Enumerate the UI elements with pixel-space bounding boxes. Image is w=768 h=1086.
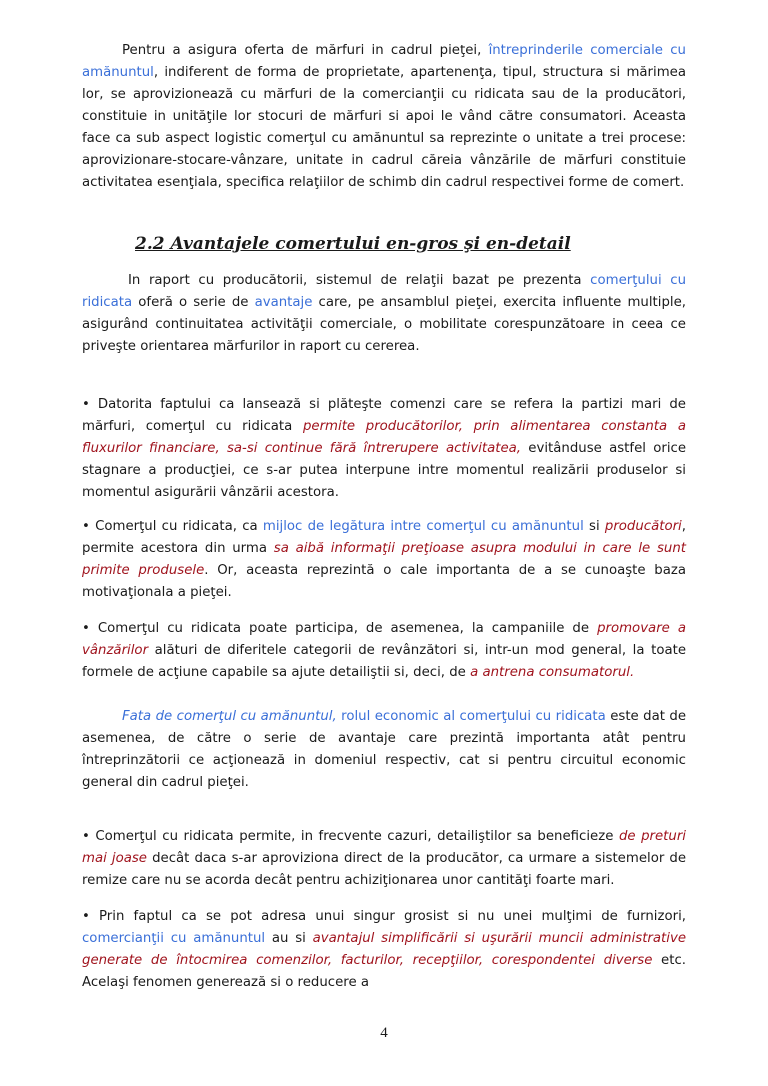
highlight-red: a antrena consumatorul.	[470, 665, 635, 680]
highlight-red: de preturi mai joase	[82, 829, 686, 866]
highlight-red: sa aibă informaţii preţioase asupra modului in care le sunt primite produsele	[82, 541, 686, 578]
highlight-red: permite producătorilor, prin alimentarea constanta a fluxurilor financiare, sa-si continue fără întrerupere activitatea,	[82, 419, 686, 456]
bullet-single-wholesaler	[82, 906, 686, 994]
text-segment: este dat de asemenea, de către o serie de avantaje care prezintă importanta atât pentru întreprinzătorii ce acţionează in domeniul respectiv, cat si pentru circuitul economic general din cadrul pieţei.	[82, 709, 686, 790]
text-segment: decât daca s-ar aproviziona direct de la producător, ca urmare a sistemelor de remize care nu se acorda decât pentru achiziţionarea unor cantităţi foarte mari.	[82, 851, 687, 888]
text-segment: evitânduse astfel orice stagnare a producţiei, ce s-ar putea interpune intre momentul realizării produselor si momentul asigurării vânzării acestora.	[82, 441, 687, 500]
highlight-red: promovare a vânzărilor	[82, 621, 687, 658]
highlight-blue: mijloc de legătura intre comerţul cu amănuntul	[262, 519, 584, 534]
paragraph-retail-role	[82, 706, 686, 794]
text-segment: • Comerţul cu ridicata permite, in frecvente cazuri, detailiştilor sa beneficieze	[82, 829, 619, 844]
bullet-lower-prices	[82, 826, 686, 892]
text-segment: alături de diferitele categorii de revânzători si, intr-un mod general, la toate formele de acţiune capabile sa ajute detailiştii si, deci, de	[82, 643, 686, 680]
paragraph-retail-supply	[82, 40, 686, 194]
text-segment: oferă o serie de	[132, 295, 255, 310]
highlight-red: avantajul simplificării si uşurării muncii administrative generate de întocmirea comenzilor, facturilor, recepţiilor, corespondentei diverse	[82, 931, 686, 968]
bullet-financial-flows	[82, 394, 686, 504]
highlight-blue: Fata de comerţul cu amănuntul,	[122, 709, 337, 724]
paragraph-wholesale-advantages	[82, 270, 686, 358]
text-segment: In raport cu producătorii, sistemul de relaţii bazat pe prezenta	[128, 273, 591, 288]
bullet-liaison	[82, 516, 686, 604]
text-segment: • Comerţul cu ridicata, ca	[82, 519, 263, 534]
text-segment: • Datorita faptului ca lansează si plăteşte comenzi care se refera la partizi mari de mărfuri, comerţul cu ridicata	[82, 397, 686, 434]
highlight-blue: întreprinderile comerciale cu amănuntul	[82, 43, 686, 80]
page-number: 4	[380, 1025, 388, 1041]
highlight-red: producători	[604, 519, 682, 534]
text-segment: , permite acestora din urma	[82, 519, 686, 556]
text-segment: si	[583, 519, 605, 534]
highlight-blue: comerţului cu ridicata	[82, 273, 687, 310]
text-segment: , indiferent de forma de proprietate, apartenenţa, tipul, structura si mărimea lor, se aprovizionează cu mărfuri de la comercianţii cu ridicata sau de la producători, constituie in unităţile lor stocuri de mărfuri si apoi le vând către consumatori. Aceasta face ca sub aspect logistic comerţul cu amănuntul sa reprezinte o unitate a trei procese: aprovizionare-stocare-vânzare, unitate in cadrul căreia vânzările de mărfuri constituie activitatea esenţiala, specifica relaţiilor de schimb din cadrul respectivei forme de comert.	[82, 65, 686, 190]
highlight-blue: comercianţii cu amănuntul	[82, 931, 266, 946]
text-segment: • Prin faptul ca se pot adresa unui singur grosist si nu unei mulţimi de furnizori,	[82, 909, 686, 924]
highlight-blue: avantaje	[254, 295, 313, 310]
highlight-blue: rolul economic al comerţului cu ridicata	[336, 709, 606, 724]
text-segment: care, pe ansamblul pieţei, exercita influente multiple, asigurând continuitatea activităţii comerciale, o mobilitate corespunzătoare in ceea ce priveşte orientarea mărfurilor in raport cu cererea.	[82, 295, 686, 354]
section-heading: 2.2 Avantajele comertului en-gros şi en-detail	[135, 234, 571, 254]
text-segment: Pentru a asigura oferta de mărfuri in cadrul pieţei,	[122, 43, 489, 58]
text-segment: au si	[265, 931, 313, 946]
text-segment: etc. Acelaşi fenomen generează si o reducere a	[82, 953, 686, 990]
text-segment: • Comerţul cu ridicata poate participa, de asemenea, la campaniile de	[82, 621, 598, 636]
bullet-promotion	[82, 618, 686, 684]
text-segment: . Or, aceasta reprezintă o cale importanta de a se cunoaşte baza motivaţionala a pieţei.	[82, 563, 686, 600]
